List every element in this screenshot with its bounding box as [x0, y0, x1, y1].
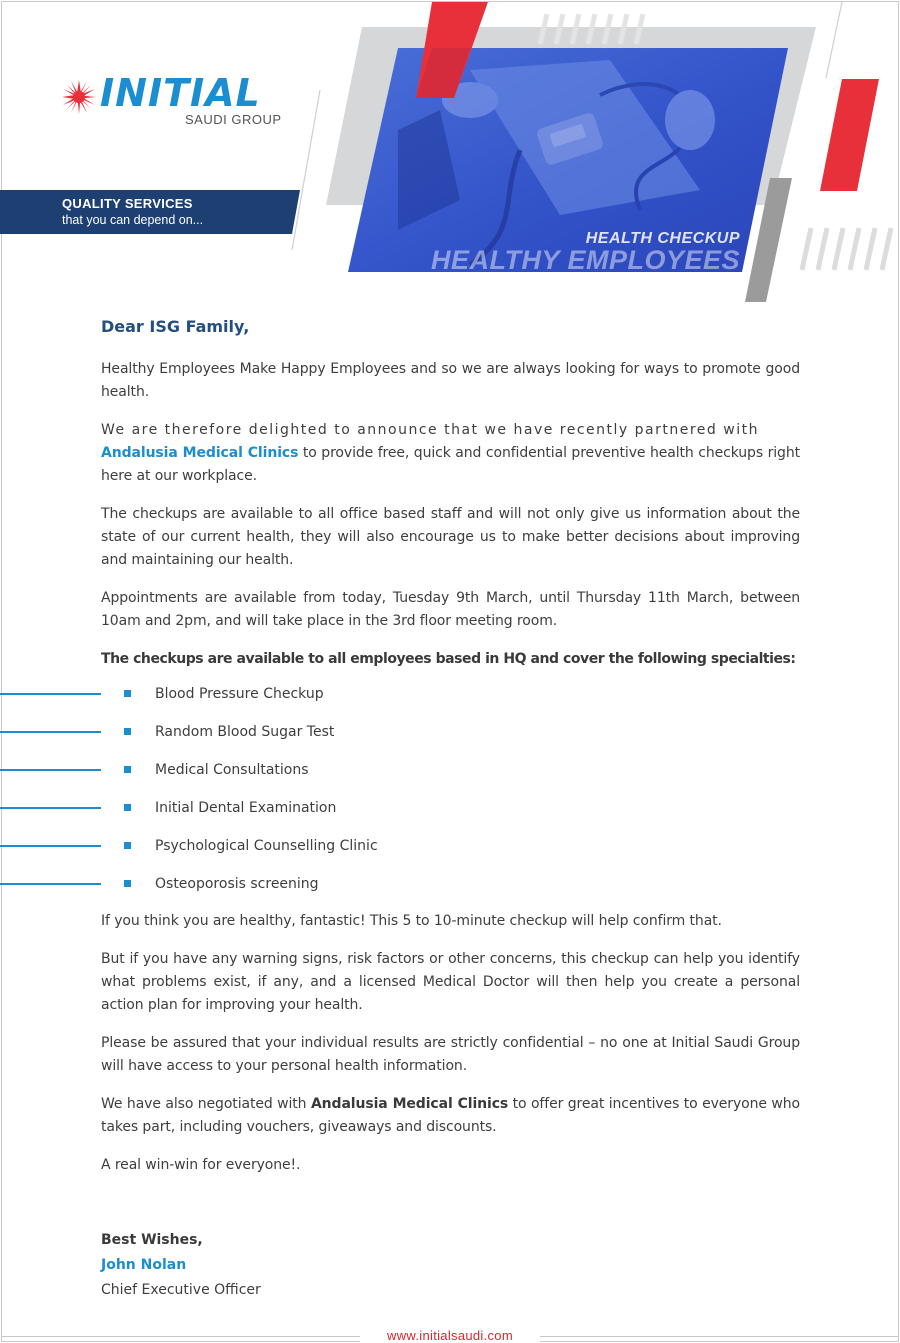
greeting: Dear ISG Family,: [101, 317, 250, 336]
letterhead: [0, 0, 900, 305]
square-bullet-icon: [124, 880, 131, 887]
specialties-list: [0, 675, 800, 903]
list-item: [0, 675, 800, 713]
square-bullet-icon: [124, 766, 131, 773]
brand-name: INITIAL: [100, 71, 261, 115]
website-link[interactable]: www.initialsaudi.com: [360, 1327, 540, 1343]
specialty-label: Blood Pressure Checkup: [155, 686, 324, 702]
paragraph-intro: Healthy Employees Make Happy Employees and so we are always looking for ways to promote good health.: [101, 361, 800, 400]
partnership-rest: to provide free, quick and confidential preventive health checkups right here at our workplace.: [101, 445, 800, 484]
paragraph-specialties-intro: The checkups are available to all employees based in HQ and cover the following specialties:: [101, 651, 796, 667]
letter-body-lower: [101, 910, 800, 1192]
bullet-rule: [0, 731, 101, 733]
list-item: [0, 827, 800, 865]
square-bullet-icon: [124, 842, 131, 849]
banner-caption: [431, 230, 740, 274]
paragraph-appointments: Appointments are available from today, Tuesday 9th March, until Thursday 11th March, between 10am and 2pm, and will take place in the 3rd floor meeting room.: [101, 590, 800, 629]
bullet-rule: [0, 693, 101, 695]
incentives-rest: to offer great incentives to everyone who takes part, including vouchers, giveaways and discounts.: [101, 1096, 800, 1135]
list-item: [0, 751, 800, 789]
signatory-title: Chief Executive Officer: [101, 1282, 261, 1298]
brand-subtitle: SAUDI GROUP: [185, 112, 282, 127]
partner-name-bold: Andalusia Medical Clinics: [310, 1096, 509, 1112]
tagline-title: QUALITY SERVICES: [62, 196, 193, 211]
specialty-label: Psychological Counselling Clinic: [155, 838, 378, 854]
square-bullet-icon: [124, 728, 131, 735]
list-item: [0, 865, 800, 903]
list-item: [0, 713, 800, 751]
specialty-label: Medical Consultations: [155, 762, 309, 778]
paragraph-warning-signs: But if you have any warning signs, risk factors or other concerns, this checkup can help you identify what problems exist, if any, and a licensed Medical Doctor will then help you create a personal action plan for improving your health.: [101, 951, 800, 1013]
bullet-rule: [0, 883, 101, 885]
footer-rule-left: [2, 1336, 360, 1337]
paragraph-closing: A real win-win for everyone!.: [101, 1157, 301, 1173]
signatory-name: John Nolan: [101, 1257, 187, 1273]
square-bullet-icon: [124, 690, 131, 697]
bullet-rule: [0, 807, 101, 809]
bullet-rule: [0, 769, 101, 771]
partnership-lead: We are therefore delighted to announce that we have recently partnered with: [101, 422, 759, 438]
footer-rule-right: [540, 1336, 898, 1337]
paragraph-incentives: [101, 1093, 800, 1139]
banner-title: HEALTH CHECKUP: [585, 230, 740, 247]
tagline-subtitle: that you can depend on...: [62, 213, 204, 227]
list-item: [0, 789, 800, 827]
tagline: [62, 196, 203, 228]
specialty-label: Initial Dental Examination: [155, 800, 337, 816]
paragraph-partnership: [101, 419, 800, 488]
signature-block: [101, 1228, 261, 1303]
sign-off-label: Best Wishes,: [101, 1232, 203, 1248]
paragraph-healthy: If you think you are healthy, fantastic! This 5 to 10-minute checkup will help confirm that.: [101, 913, 722, 929]
specialty-label: Random Blood Sugar Test: [155, 724, 335, 740]
paragraph-confidential: Please be assured that your individual results are strictly confidential – no one at Initial Saudi Group will have access to your personal health information.: [101, 1035, 800, 1074]
banner-subtitle: HEALTHY EMPLOYEES: [430, 245, 740, 275]
square-bullet-icon: [124, 804, 131, 811]
bullet-rule: [0, 845, 101, 847]
paragraph-availability: The checkups are available to all office based staff and will not only give us information about the state of our current health, they will also encourage us to make better decisions about improving and maintaining our health.: [101, 506, 800, 568]
incentives-lead: We have also negotiated with: [101, 1096, 311, 1112]
letter-body: [101, 316, 800, 686]
specialty-label: Osteoporosis screening: [155, 876, 319, 892]
partner-name: Andalusia Medical Clinics: [101, 445, 299, 461]
